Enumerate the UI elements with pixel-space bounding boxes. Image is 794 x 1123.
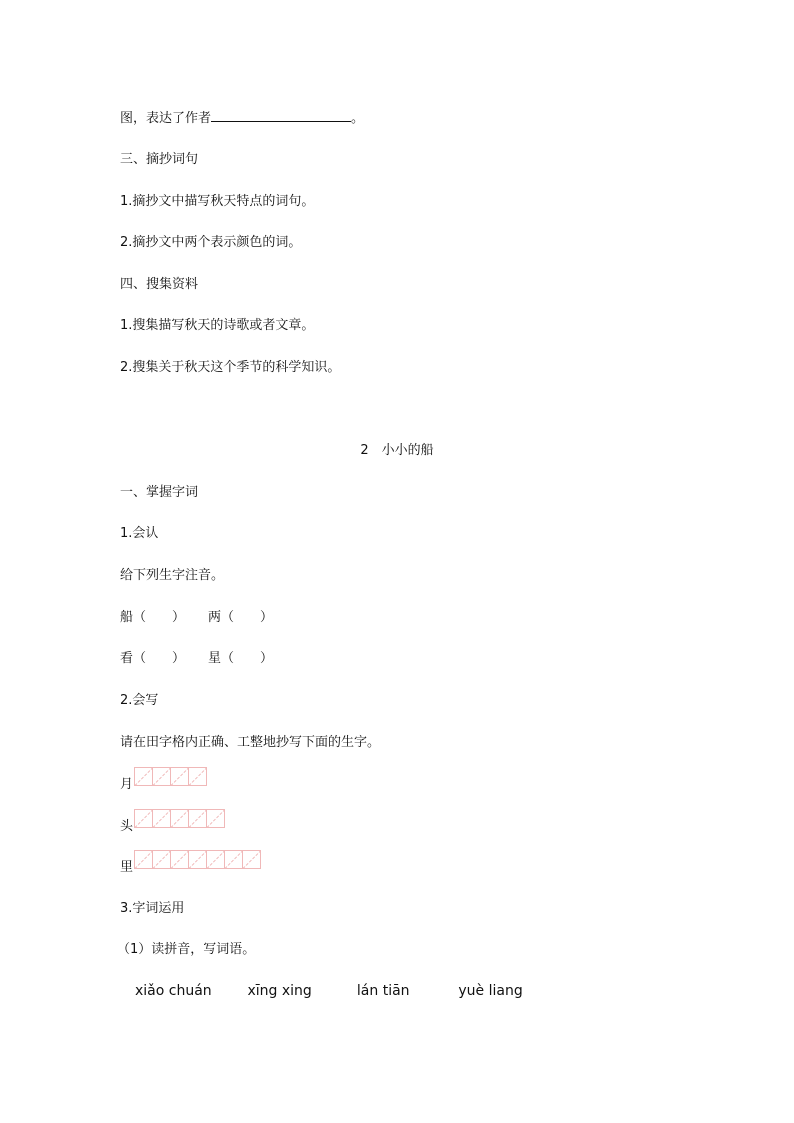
writing-grid-row [120,814,225,834]
writing-grid-row [120,772,207,792]
section-heading-4: 四、搜集资料 [120,277,199,292]
tianzige-cell[interactable] [153,767,171,786]
tianzige-cell[interactable] [134,809,153,828]
answer-blank[interactable] [211,109,351,122]
phonetic-item[interactable]: 星（ ） [208,651,274,666]
question-3-1: 1.摘抄文中描写秋天特点的词句。 [120,194,315,209]
phonetic-row-1 [120,609,296,627]
question-pinyin: （1）读拼音，写词语。 [117,942,256,957]
pinyin-word: xiǎo chuán [135,983,212,999]
pinyin-word: lán tiān [356,983,410,999]
tianzige-cell[interactable] [153,850,171,869]
tianzige-cell[interactable] [134,767,153,786]
phonetic-item[interactable]: 看（ ） [120,651,186,666]
instruction-phonetic: 给下列生字注音。 [120,568,225,583]
tianzige-cell[interactable] [189,809,207,828]
text-after-blank: 。 [351,111,365,126]
phonetic-item[interactable]: 两（ ） [208,610,274,625]
lesson-title: 2 小小的船 [360,443,434,458]
pinyin-word: yuè liang [458,983,523,999]
grid-char: 头 [120,819,134,834]
tianzige-cell[interactable] [171,850,189,869]
tianzige-cell[interactable] [207,809,225,828]
part-heading-1: 一、掌握字词 [120,485,199,500]
phonetic-row-2 [120,650,296,668]
tianzige-cell[interactable] [207,850,225,869]
question-3-2: 2.摘抄文中两个表示颜色的词。 [120,235,302,250]
writing-grid-row [120,855,261,875]
tianzige-cell[interactable] [243,850,261,869]
question-4-2: 2.搜集关于秋天这个季节的科学知识。 [120,360,341,375]
instruction-copy: 请在田字格内正确、工整地抄写下面的生字。 [120,735,381,750]
tianzige-cell[interactable] [189,850,207,869]
tianzige-cell[interactable] [171,767,189,786]
fill-blank-line [120,109,364,128]
tianzige-cell[interactable] [189,767,207,786]
tianzige-boxes [134,767,207,786]
pinyin-word: xīng xing [247,983,312,999]
pinyin-row [135,982,523,1000]
tianzige-cell[interactable] [225,850,243,869]
tianzige-cell[interactable] [153,809,171,828]
tianzige-cell[interactable] [171,809,189,828]
grid-char: 月 [120,777,134,792]
tianzige-boxes [134,809,225,828]
question-4-1: 1.搜集描写秋天的诗歌或者文章。 [120,318,315,333]
tianzige-boxes [134,850,261,869]
tianzige-cell[interactable] [134,850,153,869]
sub-heading-usage: 3.字词运用 [120,901,185,916]
phonetic-item[interactable]: 船（ ） [120,610,186,625]
grid-char: 里 [120,860,134,875]
section-heading-3: 三、摘抄词句 [120,152,199,167]
sub-heading-recognize: 1.会认 [120,526,159,541]
text-before-blank: 图，表达了作者 [120,111,212,126]
sub-heading-write: 2.会写 [120,693,159,708]
